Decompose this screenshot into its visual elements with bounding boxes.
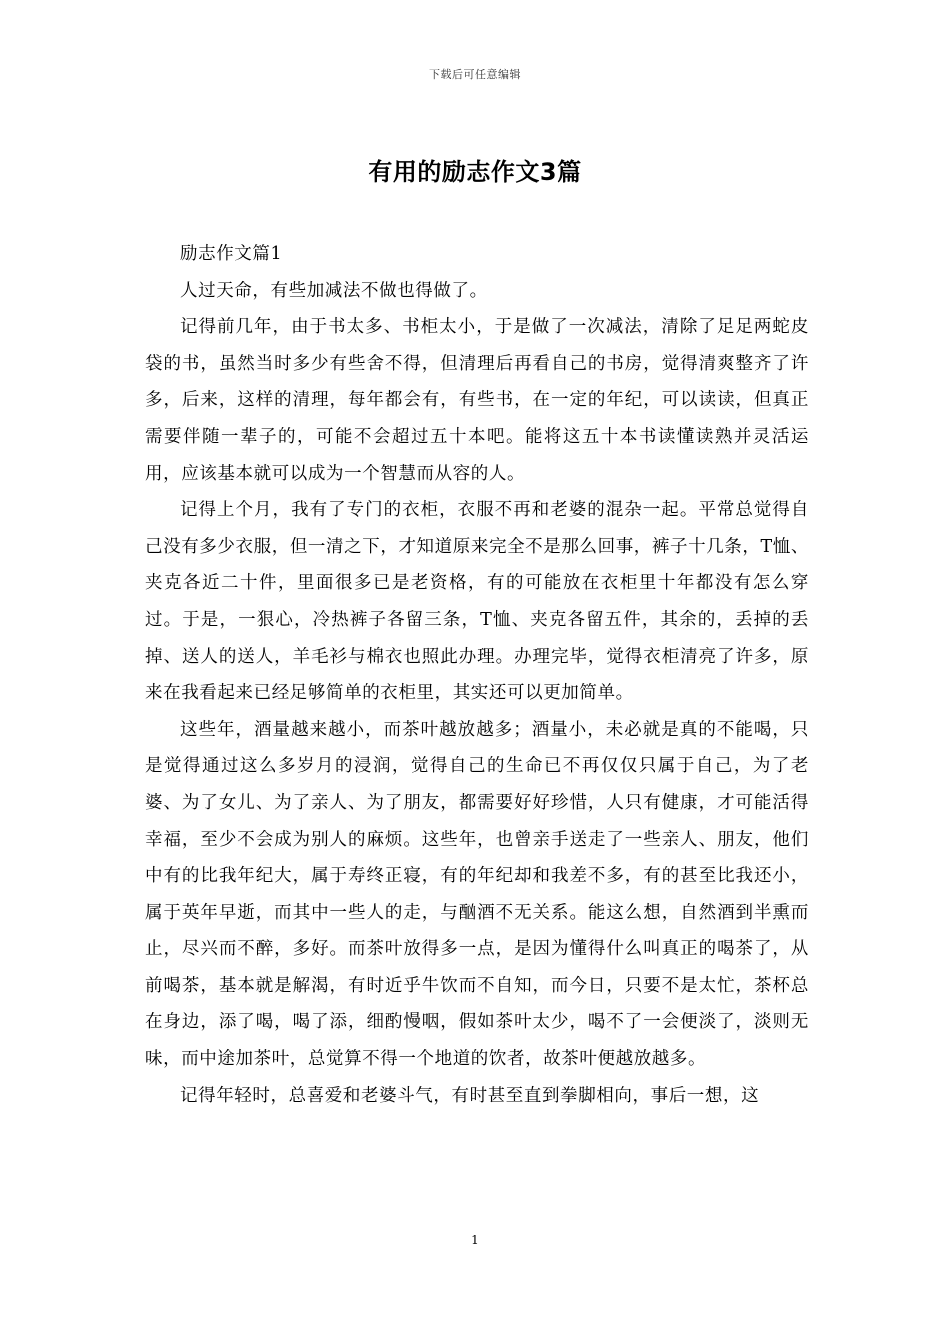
paragraph: 人过天命，有些加减法不做也得做了。 bbox=[180, 280, 488, 301]
paragraph: 记得上个月，我有了专门的衣柜，衣服不再和老婆的混杂一起。平常总觉得自己没有多少衣服，但一清之下，才知道原来完全不是那么回事，裤子十几条，T恤、夹克各近二十件，里面很多已是老资格，有的可能放在衣柜里十年都没有怎么穿过。于是，一狠心，冷热裤子各留三条，T恤、夹克各留五件，其余的，丢掉的丢掉、送人的送人，羊毛衫与棉衣也照此办理。办理完毕，觉得衣柜清亮了许多，原来在我看起来已经足够简单的衣柜里，其实还可以更加简单。 bbox=[145, 500, 809, 704]
section-heading: 励志作文篇1 bbox=[180, 244, 283, 264]
paragraph: 记得前几年，由于书太多、书柜太小，于是做了一次减法，清除了足足两蛇皮袋的书，虽然当时多少有些舍不得，但清理后再看自己的书房，觉得清爽整齐了许多，后来，这样的清理，每年都会有，有些书，在一定的年纪，可以读读，但真正需要伴随一辈子的，可能不会超过五十本吧。能将这五十本书读懂读熟并灵活运用，应该基本就可以成为一个智慧而从容的人。 bbox=[145, 317, 809, 484]
body-text bbox=[145, 236, 809, 1114]
header-note: 下载后可任意编辑 bbox=[429, 68, 521, 81]
document-title: 有用的励志作文3篇 bbox=[368, 158, 582, 186]
paragraph: 记得年轻时，总喜爱和老婆斗气，有时甚至直到拳脚相向，事后一想，这 bbox=[180, 1085, 760, 1106]
paragraph: 这些年，酒量越来越小，而茶叶越放越多；酒量小，未必就是真的不能喝，只是觉得通过这么多岁月的浸润，觉得自己的生命已不再仅仅只属于自己，为了老婆、为了女儿、为了亲人、为了朋友，都需要好好珍惜，人只有健康，才可能活得幸福，至少不会成为别人的麻烦。这些年，也曾亲手送走了一些亲人、朋友，他们中有的比我年纪大，属于寿终正寝，有的年纪却和我差不多，有的甚至比我还小，属于英年早逝，而其中一些人的走，与酗酒不无关系。能这么想，自然酒到半熏而止，尽兴而不醉，多好。而茶叶放得多一点，是因为懂得什么叫真正的喝茶了，从前喝茶，基本就是解渴，有时近乎牛饮而不自知，而今日，只要不是太忙，茶杯总在身边，添了喝，喝了添，细酌慢咽，假如茶叶太少，喝不了一会便淡了，淡则无味，而中途加茶叶，总觉算不得一个地道的饮者，故茶叶便越放越多。 bbox=[145, 719, 809, 1070]
page-number: 1 bbox=[471, 1233, 479, 1247]
